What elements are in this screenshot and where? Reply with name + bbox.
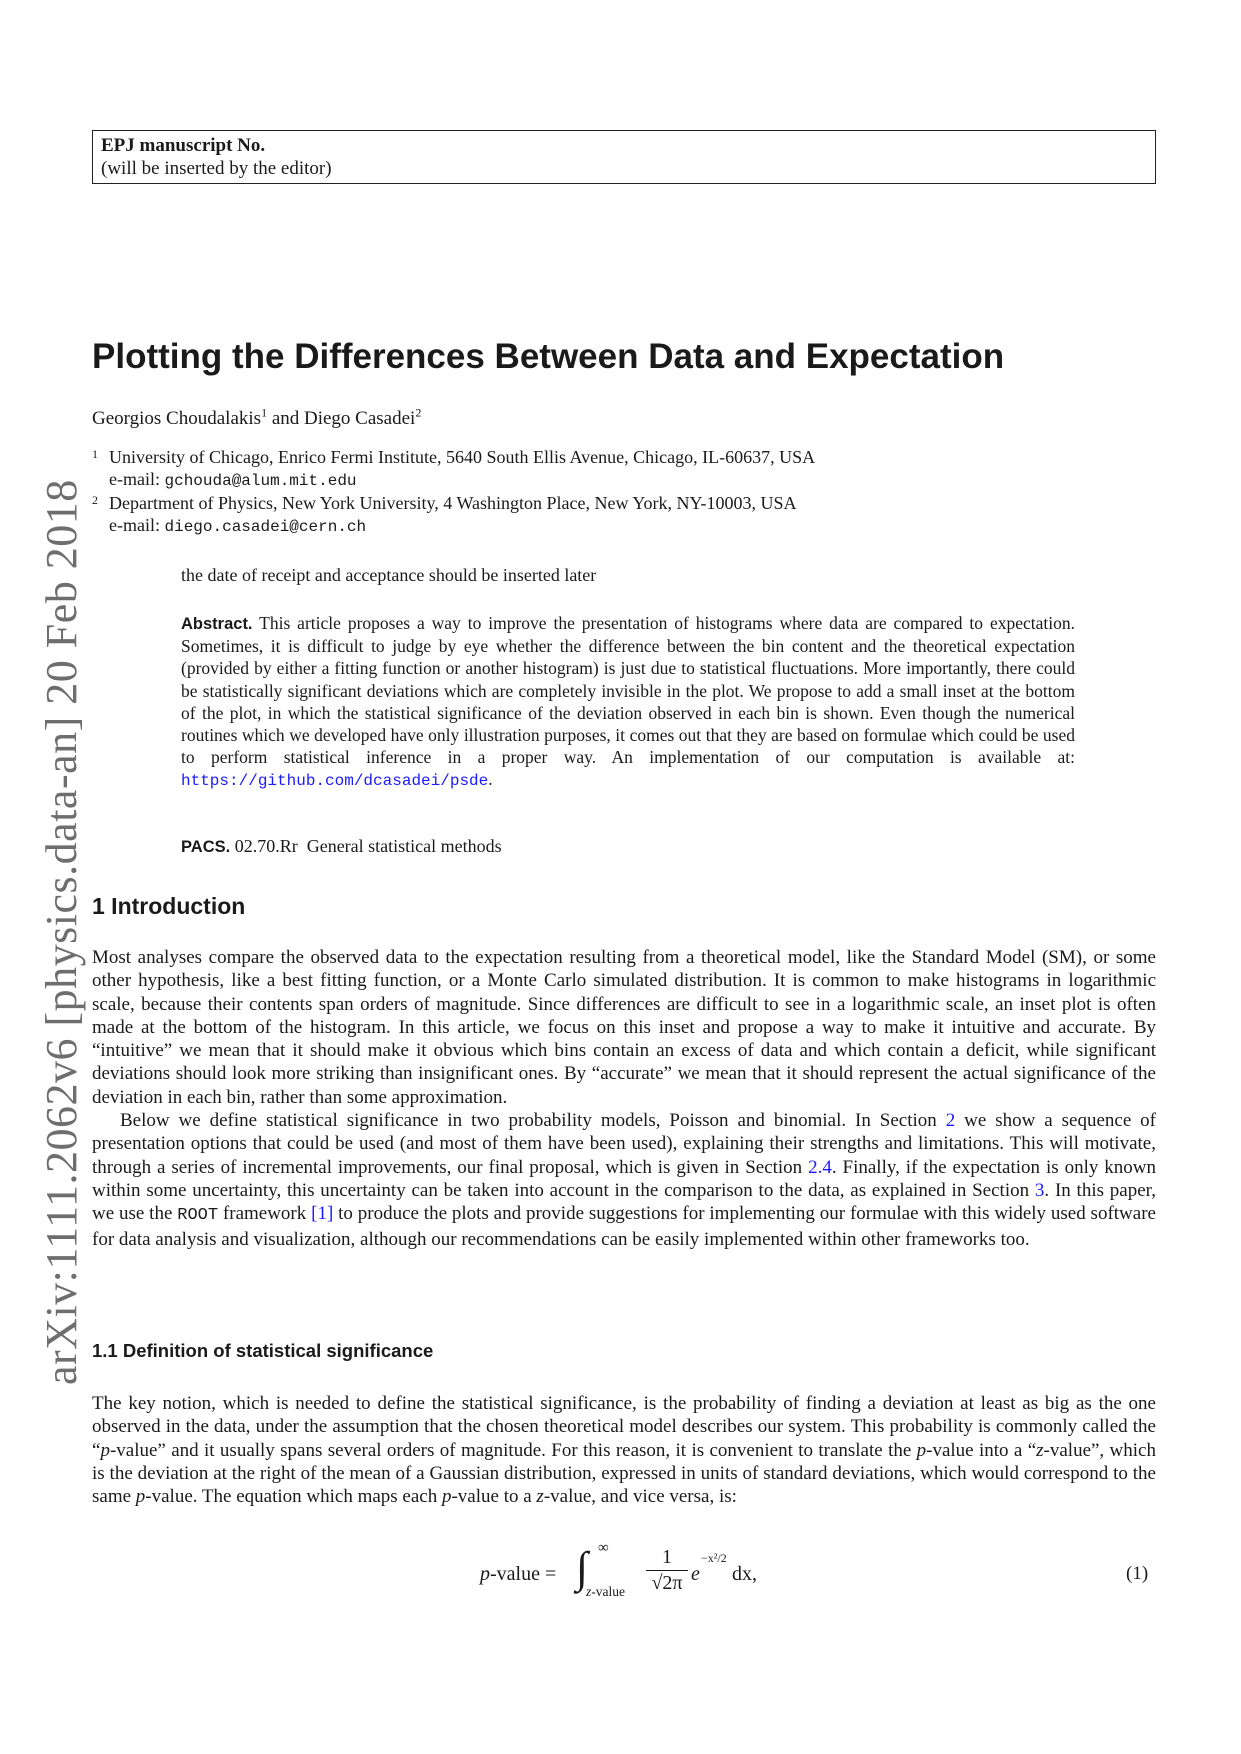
abstract-end: .: [488, 769, 493, 790]
institution: Department of Physics, New York University, 4 Washington Place, New York, NY-10003, USA: [109, 493, 797, 513]
z-symbol: z: [586, 1584, 592, 1599]
receipt-date-note: the date of receipt and acceptance should be inserted later: [181, 565, 597, 585]
email-address: gchouda@alum.mit.edu: [164, 472, 357, 490]
pacs-label: PACS.: [181, 838, 231, 856]
affiliation-number: 1: [92, 447, 98, 461]
paragraph: Most analyses compare the observed data to the expectation resulting from a theoretical model, like the Standard Model (SM), or some other hypothesis, like a best fitting function, or a Monte Carlo simulated distribution. It is common to make histograms in logarithmic scale, because their contents span orders of magnitude. Since differences are difficult to see in a logarithmic scale, an inset plot is often made at the bottom of the histogram. In this article, we focus on this inset and propose a way to make it intuitive and accurate. By “intuitive” we mean that it should make it obvious which bins contain an excess of data and which contain a deficit, while significant deviations should look more striking than insignificant ones. By “accurate” we mean that it should represent the actual significance of the deviation in each bin, rather than some approximation.: [92, 947, 1156, 1108]
pacs-line: [181, 836, 502, 857]
text-run: framework: [218, 1203, 312, 1225]
journal-name: EPJ manuscript No.: [101, 135, 266, 156]
text-run: -value into a “: [926, 1439, 1037, 1461]
abstract-label: Abstract.: [181, 615, 253, 633]
lhs-text: -value =: [490, 1563, 557, 1585]
equation-number: (1): [1126, 1563, 1149, 1584]
institution: University of Chicago, Enrico Fermi Institute, 5640 South Ellis Avenue, Chicago, IL-60637, USA: [109, 447, 816, 467]
denominator: √2π: [651, 1572, 683, 1594]
abstract: [181, 612, 1075, 793]
root-keyword: ROOT: [177, 1206, 219, 1226]
text-run: . In this paper, we use the: [92, 1179, 1156, 1225]
pacs-code: 02.70.Rr: [230, 836, 303, 856]
text-run: . Finally, if the expectation is only known within some uncertainty, this uncertainty can be taken into account in the comparison to the data, as explained in Section: [92, 1156, 1156, 1201]
email-label: e-mail:: [109, 515, 165, 535]
text-run: -value to a: [451, 1486, 537, 1508]
citation-ref-1[interactable]: [1]: [311, 1203, 334, 1225]
abstract-text: This article proposes a way to improve the presentation of histograms where data are compared to expectation. Sometimes, it is difficult to judge by eye whether the difference between the bin content and the theoretical expectation (provided by either a fitting function or another histogram) is just due to statistical fluctuations. More importantly, there could be statistically significant deviations which are completely invisible in the plot. We propose to add a small inset at the bottom of the plot, in which the statistical significance of the deviation observed in each bin is shown. Even though the numerical routines which we developed have only illustration purposes, it comes out that they are based on formulae which could be used to perform statistical inference in a proper way. An implementation of our computation is available at:: [181, 613, 1075, 768]
section-ref-2[interactable]: 2: [945, 1110, 956, 1132]
p-symbol: p: [441, 1486, 452, 1508]
text-run: -value, and vice versa, is:: [543, 1486, 737, 1508]
p-symbol: p: [480, 1563, 490, 1585]
arxiv-side-stamp: arXiv:1111.2062v6 [physics.data-an] 20 Feb 2018: [37, 479, 86, 1385]
p-symbol: p: [135, 1486, 146, 1508]
upper-limit: ∞: [598, 1540, 609, 1556]
p-symbol: p: [100, 1439, 110, 1461]
github-link[interactable]: https://github.com/dcasadei/psde: [181, 772, 489, 791]
lower-limit: [586, 1584, 625, 1600]
z-symbol: z: [1036, 1439, 1044, 1461]
affiliation-mark: 2: [415, 405, 422, 420]
text-run: we show a sequence of presentation options that could be used (and most of them have been used), explaining their strengths and limitations. This will motivate, through a series of incremental improvements, our final proposal, which is given in Section: [92, 1110, 1157, 1178]
text-run: -value” and it usually spans several orders of magnitude. For this reason, it is convenient to translate the: [109, 1439, 917, 1461]
paper-title: Plotting the Differences Between Data and Expectation: [92, 337, 1005, 376]
affiliation-2: [92, 492, 815, 538]
editor-note: (will be inserted by the editor): [101, 158, 332, 179]
text-run: -value”, which is the deviation at the right of the mean of a Gaussian distribution, expressed in units of standard deviations, which would correspond to the same: [92, 1439, 1156, 1508]
email-address: diego.casadei@cern.ch: [164, 518, 367, 536]
exponent: −x²/2: [701, 1551, 727, 1565]
paragraph: [92, 1109, 1156, 1251]
lower-limit-text: -value: [591, 1584, 625, 1599]
exp-base: e: [691, 1563, 700, 1585]
journal-header-box: [92, 130, 1156, 184]
section-ref-2-4[interactable]: 2.4: [808, 1156, 832, 1178]
section-heading-introduction: 1 Introduction: [92, 893, 246, 919]
subsection-heading: 1.1 Definition of statistical significance: [92, 1340, 434, 1361]
author-name: Diego Casadei: [304, 408, 416, 429]
fraction: [646, 1546, 688, 1595]
email-label: e-mail:: [109, 469, 165, 489]
text-run: Below we define statistical significance in two probability models, Poisson and binomial. In Section: [120, 1110, 946, 1132]
introduction-body: [92, 946, 1156, 1251]
p-symbol: p: [916, 1439, 927, 1461]
equation-lhs: [480, 1563, 556, 1586]
affiliations: [92, 446, 815, 538]
affiliation-1: [92, 446, 815, 492]
author-conjunction: and: [267, 408, 304, 429]
z-symbol: z: [536, 1486, 544, 1508]
text-run: The key notion, which is needed to define the statistical significance, is the probability of finding a deviation at least as big as the one observed in the data, under the assumption that the chosen theoretical model describes our system. This probability is commonly called the “: [92, 1393, 1156, 1461]
affiliation-number: 2: [92, 493, 98, 507]
definition-paragraph: [92, 1392, 1156, 1508]
text-run: to produce the plots and provide suggestions for implementing our formulae with this widely used software for data analysis and visualization, although our recommendations can be easily implemented within other frameworks too.: [92, 1203, 1156, 1250]
pacs-text: General statistical methods: [302, 836, 502, 856]
numerator: 1: [646, 1546, 688, 1571]
affiliation-mark: 1: [261, 405, 268, 420]
section-ref-3[interactable]: 3: [1034, 1179, 1045, 1201]
exponential: [691, 1551, 727, 1586]
text-run: -value. The equation which maps each: [145, 1486, 442, 1508]
integral-sign: ∫: [576, 1543, 589, 1592]
differential: dx,: [732, 1563, 757, 1585]
author-name: Georgios Choudalakis: [92, 408, 262, 429]
equation-1: [480, 1540, 840, 1610]
author-line: [92, 405, 422, 430]
